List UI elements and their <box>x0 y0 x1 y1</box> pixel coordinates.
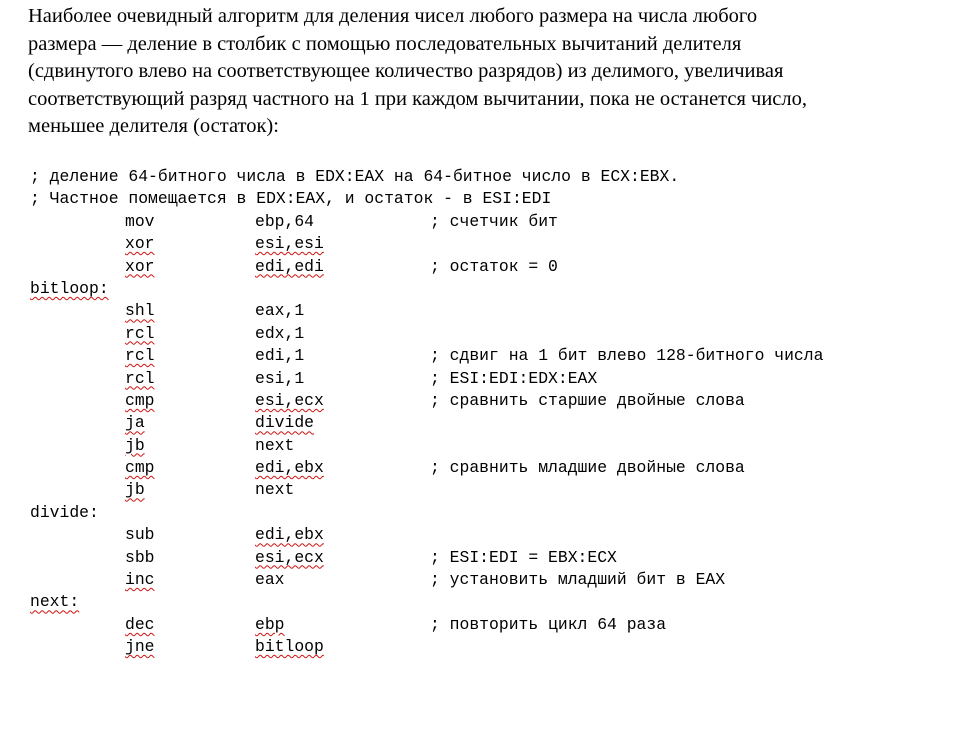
code-operands: bitloop <box>255 637 324 657</box>
code-line <box>30 524 324 546</box>
code-mnemonic: cmp <box>125 390 155 410</box>
code-operands: eax,1 <box>255 301 305 321</box>
code-mnemonic: inc <box>125 570 155 590</box>
code-operands: ebp <box>255 614 285 634</box>
code-line <box>30 435 295 457</box>
code-comment: ; остаток = 0 <box>430 256 558 276</box>
paragraph-line: размера — деление в столбик с помощью последовательных вычитаний делителя <box>28 32 742 55</box>
code-line <box>30 569 726 591</box>
code-operands: next <box>255 480 295 500</box>
code-operands: esi,ecx <box>255 390 324 410</box>
code-comment: ; счетчик бит <box>430 211 558 231</box>
code-line <box>30 211 558 233</box>
code-mnemonic: jb <box>125 435 145 455</box>
code-label: bitloop: <box>30 278 109 298</box>
code-comment: ; установить младший бит в EAX <box>430 570 726 590</box>
code-mnemonic: rcl <box>125 323 155 343</box>
code-mnemonic: dec <box>125 614 155 634</box>
paragraph-line: (сдвинутого влево на соответствующее количество разрядов) из делимого, увеличивая <box>28 60 784 82</box>
code-line <box>30 368 598 390</box>
paragraph-line: Наиболее очевидный алгоритм для деления чисел любого размера на числа любого <box>28 5 758 27</box>
code-header-comment: ; деление 64-битного числа в EDX:EAX на 64-битное число в ECX:EBX. <box>30 167 680 186</box>
code-header-comment: ; Частное помещается в EDX:EAX, и остаток - в ESI:EDI <box>30 189 552 209</box>
code-label: next: <box>30 592 80 612</box>
code-operands: eax <box>255 570 285 590</box>
code-comment: ; повторить цикл 64 раза <box>430 614 667 634</box>
code-line <box>30 412 315 434</box>
code-label-line <box>30 278 109 300</box>
code-line <box>30 479 295 501</box>
code-mnemonic: ja <box>125 413 145 433</box>
code-label-line <box>30 502 99 524</box>
code-line <box>30 614 667 636</box>
code-mnemonic: shl <box>125 301 155 321</box>
code-operands: edi,ebx <box>255 458 324 478</box>
code-line <box>30 390 745 412</box>
code-operands: next <box>255 435 295 455</box>
code-comment: ; ESI:EDI:EDX:EAX <box>430 368 598 388</box>
code-operands: edx,1 <box>255 323 305 343</box>
code-listing <box>30 166 824 659</box>
code-comment: ; сдвиг на 1 бит влево 128-битного числа <box>430 346 824 366</box>
code-mnemonic: mov <box>125 211 155 231</box>
code-line <box>30 345 824 367</box>
code-operands: edi,edi <box>255 256 324 276</box>
code-operands: ebp,64 <box>255 211 315 231</box>
code-mnemonic: cmp <box>125 458 155 478</box>
code-comment: ; ESI:EDI = EBX:ECX <box>430 547 617 567</box>
code-mnemonic: xor <box>125 234 155 254</box>
code-mnemonic: rcl <box>125 368 155 388</box>
code-mnemonic: rcl <box>125 346 155 366</box>
code-line <box>30 323 305 345</box>
code-line <box>30 256 558 278</box>
code-operands: esi,1 <box>255 368 305 388</box>
code-mnemonic: jne <box>125 637 155 657</box>
code-mnemonic: jb <box>125 480 145 500</box>
paragraph-line: соответствующий разряд частного на 1 при каждом вычитании, пока не останется число, <box>28 87 808 110</box>
code-operands: esi,ecx <box>255 547 324 567</box>
code-line <box>30 300 305 322</box>
code-comment: ; сравнить младшие двойные слова <box>430 458 745 478</box>
code-operands: esi,esi <box>255 234 324 254</box>
code-label-line <box>30 591 80 613</box>
intro-paragraph <box>28 3 943 141</box>
code-label: divide: <box>30 502 99 522</box>
code-comment: ; сравнить старшие двойные слова <box>430 390 745 410</box>
code-line <box>30 457 745 479</box>
paragraph-line: меньшее делителя (остаток): <box>28 115 279 137</box>
code-operands: edi,1 <box>255 346 305 366</box>
code-line <box>30 547 617 569</box>
code-mnemonic: sbb <box>125 547 155 567</box>
code-line <box>30 636 324 658</box>
code-mnemonic: xor <box>125 256 155 276</box>
code-mnemonic: sub <box>125 525 155 545</box>
code-operands: divide <box>255 413 315 433</box>
code-operands: edi,ebx <box>255 525 324 545</box>
code-line <box>30 233 324 255</box>
